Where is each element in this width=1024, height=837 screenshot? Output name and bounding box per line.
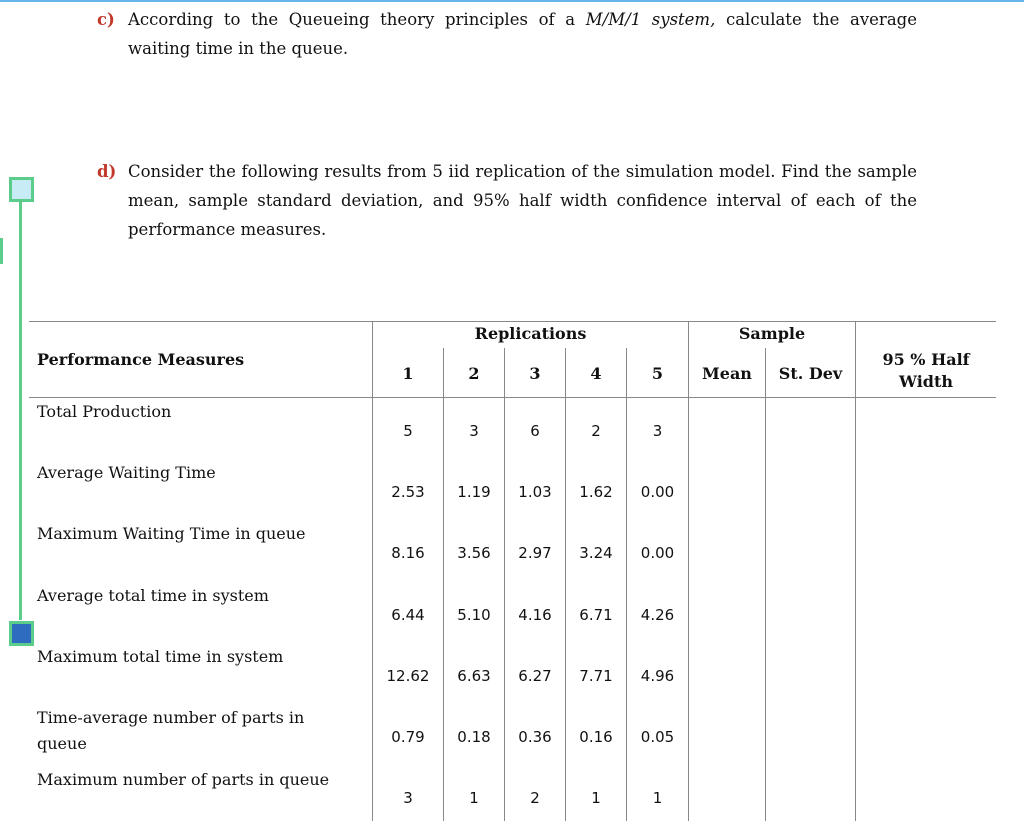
row-label: Average Waiting Time [37,463,216,482]
header-rep-3: 3 [529,364,541,383]
table-top-rule [29,321,996,322]
header-half-width [856,350,996,391]
row-label: Time-average number of parts in queue [37,708,305,753]
question-d-label: d) [97,162,117,181]
table-cell: 4.26 [640,606,675,624]
table-cell: 4.16 [518,606,552,624]
row-label: Total Production [37,402,172,421]
table-cell: 0.05 [640,728,675,746]
table-cell: 6.44 [391,606,425,624]
table-cell: 0.00 [640,483,675,501]
table-cell: 6.71 [579,606,613,624]
table-cell: 1 [469,789,479,807]
table-cell: 2.53 [391,483,425,501]
row-label: Maximum number of parts in queue [37,770,330,789]
row-label: Maximum total time in system [37,647,284,666]
question-d-text: Consider the following results from 5 iid replication of the simulation model. Find the sample mean, sample standard deviation, and 95% half width confidence interval of each of the performance measures. [128,162,917,239]
table-cell: 6.27 [518,667,552,685]
table-cell: 3 [403,789,413,807]
col-divider [765,348,766,821]
header-mean: Mean [702,364,752,383]
table-cell: 2.97 [518,544,552,562]
header-performance-measures: Performance Measures [37,350,245,369]
table-cell: 1.62 [579,483,613,501]
table-cell: 8.16 [391,544,425,562]
table-cell: 1 [591,789,601,807]
table-cell: 4.96 [640,667,675,685]
table-cell: 7.71 [579,667,613,685]
header-half-width-line2: Width [899,372,953,391]
table-cell: 6 [530,422,540,440]
question-c-label: c) [97,10,115,29]
row-label: Maximum Waiting Time in queue [37,524,306,543]
col-divider [565,348,566,821]
table-cell: 1 [652,789,663,807]
table-cell: 2 [591,422,601,440]
header-rep-2: 2 [468,364,480,383]
table-cell: 0.00 [640,544,675,562]
selection-margin-bar [0,238,3,264]
col-divider [626,348,627,821]
header-rep-1: 1 [402,364,414,383]
table-cell: 0.36 [518,728,552,746]
col-divider [372,321,373,821]
table-cell: 5.10 [457,606,491,624]
table-cell: 3.56 [457,544,491,562]
table-cell: 1.19 [457,483,491,501]
question-c-model: M/M/1 system, [585,10,716,29]
top-border [0,0,1024,2]
header-rep-5: 5 [651,364,664,383]
selection-range-line[interactable] [19,200,22,620]
header-st-dev: St. Dev [778,364,843,383]
table-header-rule [29,397,996,398]
question-c-prefix: According to the Queueing theory principles of a [128,10,586,29]
table-cell: 0.79 [391,728,425,746]
table-cell: 1.03 [518,483,552,501]
header-rep-4: 4 [590,364,602,383]
col-divider [855,321,856,821]
header-sample: Sample [738,324,806,343]
table-cell: 0.16 [579,728,613,746]
table-cell: 3 [469,422,479,440]
question-c [97,5,917,63]
table-cell: 3 [652,422,663,440]
table-cell: 2 [530,789,540,807]
header-half-width-line1: 95 % Half [882,350,970,369]
table-cell: 12.62 [386,667,430,685]
col-divider [504,348,505,821]
header-replications: Replications [474,324,587,343]
selection-start-handle[interactable] [9,177,34,202]
table-cell: 6.63 [457,667,491,685]
results-table [29,321,1024,821]
row-label: Average total time in system [37,586,269,605]
question-c-suffix: calculate the average waiting time in the queue. [128,10,917,58]
table-cell: 5 [403,422,413,440]
table-cell: 0.18 [457,728,491,746]
col-divider [688,321,689,821]
question-d [97,157,917,244]
table-cell: 3.24 [579,544,613,562]
col-divider [443,348,444,821]
question-c-text [128,5,917,63]
